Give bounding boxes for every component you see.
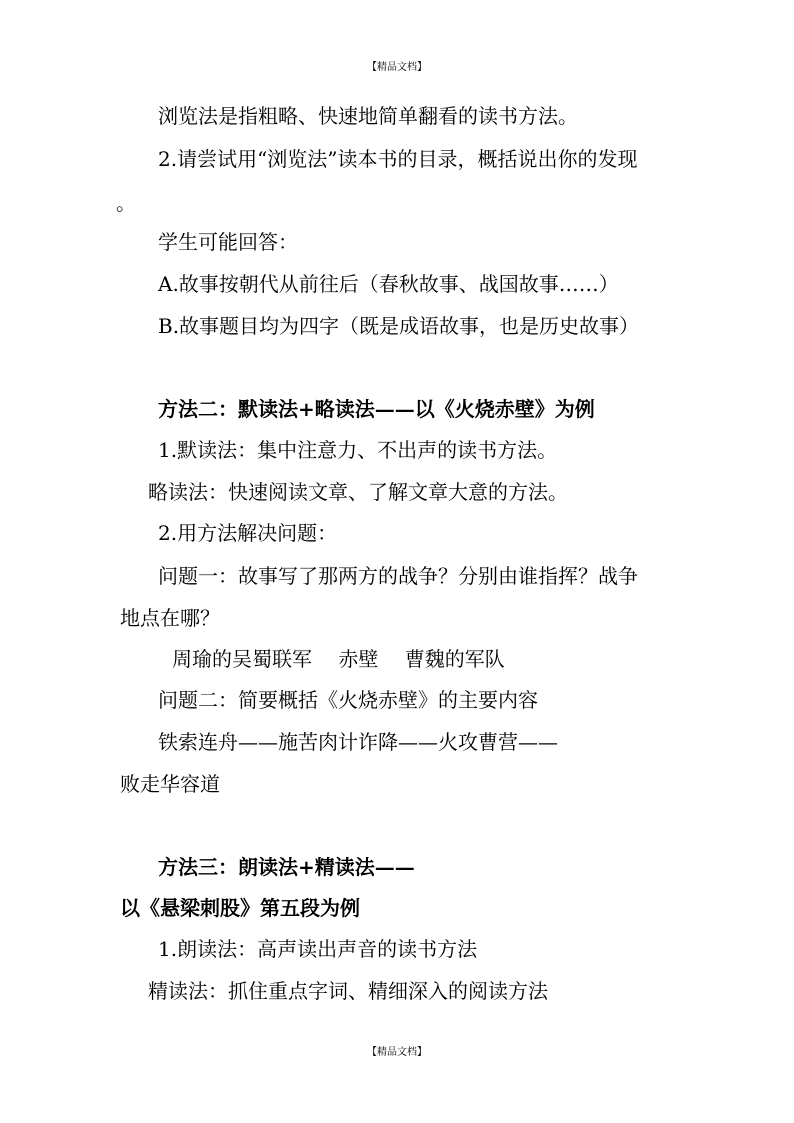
- text-line: 2.用方法解决问题：: [158, 521, 338, 545]
- section-heading: 以《悬梁刺股》第五段为例: [120, 896, 360, 920]
- text-line: 周瑜的吴蜀联军 赤壁 曹魏的军队: [172, 647, 505, 671]
- text-line: 1.默读法：集中注意力、不出声的读书方法。: [158, 438, 558, 462]
- text-line: 学生可能回答：: [158, 230, 298, 254]
- page-footer: 【精品文档】: [367, 1047, 427, 1058]
- page-header: 【精品文档】: [367, 62, 427, 73]
- text-line: 问题二：简要概括《火烧赤壁》的主要内容: [158, 688, 538, 712]
- section-heading: 方法三：朗读法+精读法——: [158, 855, 415, 879]
- text-line: 浏览法是指粗略、快速地简单翻看的读书方法。: [158, 104, 578, 128]
- text-line: 铁索连舟——施苦肉计诈降——火攻曹营——: [158, 730, 558, 754]
- text-line: 败走华容道: [120, 772, 220, 796]
- text-line: 地点在哪？: [120, 606, 220, 630]
- section-heading: 方法二：默读法+略读法——以《火烧赤壁》为例: [158, 397, 595, 421]
- text-line: 精读法：抓住重点字词、精细深入的阅读方法: [148, 979, 548, 1003]
- text-line: 2.请尝试用“浏览法”读本书的目录，概括说出你的发现: [158, 147, 638, 171]
- text-line: 。: [116, 191, 136, 215]
- text-line: 问题一：故事写了那两方的战争？分别由谁指挥？战争: [158, 564, 638, 588]
- text-line: 略读法：快速阅读文章、了解文章大意的方法。: [148, 480, 568, 504]
- text-line: B.故事题目均为四字（既是成语故事，也是历史故事）: [158, 314, 640, 338]
- text-line: A.故事按朝代从前往后（春秋故事、战国故事……）: [158, 272, 619, 296]
- text-line: 1.朗读法：高声读出声音的读书方法: [158, 937, 478, 961]
